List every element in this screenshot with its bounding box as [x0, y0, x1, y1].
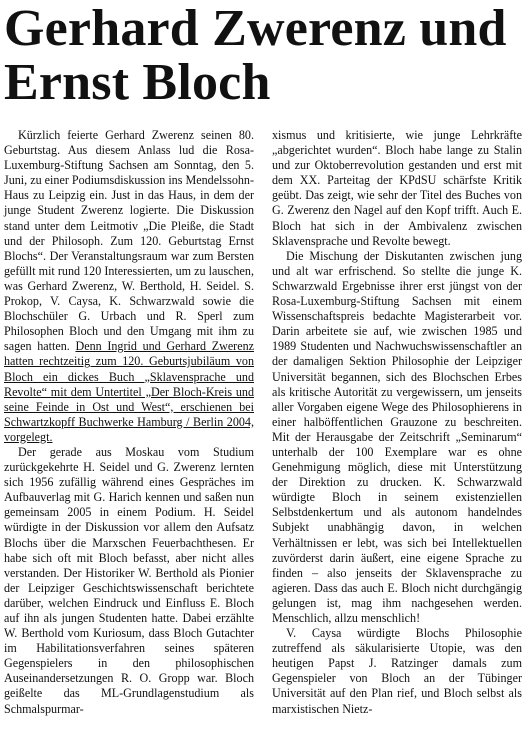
article-column-left	[4, 128, 254, 717]
paragraph-schwarzwald: Die Mischung der Diskutanten zwischen jung und alt war erfrischend. So stellte die junge K. Schwarzwald Ergebnisse ihrer erst jüngst von der Rosa-Luxemburg-Stiftung Sachsen mit einem Wissenschaftspreis bedachte Magisterarbeit vor. Darin arbeitete sie auf, wie zwischen 1985 und 1989 Studenten und Nachwuchswissenschaftler an der damaligen Sektion Philosophie der Leipziger Universität begannen, sich des Blochschen Erbes als kritische Autorität zu vergewissern, um jenseits aller Vorgaben eigene Wege des Philosophierens in einer halböffentlichen Grauzone zu beschreiten. Mit der Herausgabe der Zeitschrift „Seminarum“ unterhalb der 100 Exemplare war es ohne Genehmigung möglich, diese mit Unterstützung der Direktion zu drucken. K. Schwarzwald würdigte Bloch in seinem existenziellen Selbstdenkertum und als autonom handelndes Subjekt unabhängig davon, in welchen Verhältnissen er lebt, was sich bei Intellektuellen zuvörderst darin äußert, eine eigene Sprache zu finden – also jenseits der Sklavensprache zu agieren. Dass das auch E. Bloch nicht durchgängig gelungen ist, mag ihm nachgesehen werden. Menschlich, allzu menschlich!	[272, 248, 522, 625]
paragraph-seidel: Der gerade aus Moskau vom Studium zurückgekehrte H. Seidel und G. Zwerenz lernten sich 1956 zufällig während eines Gespräches im Aufbauverlag mit G. Harich kennen und saßen nun gemeinsam 2005 in einem Podium. H. Seidel würdigte in der Diskussion vor allem den Aufsatz Blochs über die Marxschen Feuerbachthesen. Er habe sich oft mit Bloch befasst, aber nicht alles verstanden. Der Historiker W. Berthold als Pionier der Leipziger Geschichtswissenschaft berichtete darüber, welchen Eindruck und Einfluss E. Bloch auf ihn als jungen Studenten hatte. Dabei erzählte W. Berthold vom Kuriosum, dass Bloch Gutachter im Habilitationsverfahren seines späteren Gegenspielers in den philosophischen Auseinandersetzungen R. O. Gropp war. Bloch geißelte das ML-Grundlagenstudium als Schmalspurmar-	[4, 444, 254, 716]
article-column-right	[272, 128, 522, 717]
underlined-book-reference: Denn Ingrid und Gerhard Zwerenz hatten rechtzeitig zum 120. Geburtsjubiläum von Bloch ein dickes Buch „Sklavensprache und Revolte“ mit dem Untertitel „Der Bloch-Kreis und seine Feinde in Ost und West“, erschienen bei Schwartzkopff Buchwerke Hamburg / Berlin 2004, vorgelegt.	[4, 339, 254, 444]
article-headline: Gerhard Zwerenz und Ernst Bloch	[4, 0, 507, 111]
paragraph-intro-text: Kürzlich feierte Gerhard Zwerenz seinen 80. Geburtstag. Aus diesem Anlass lud die Rosa-Luxemburg-Stiftung Sachsen am Sonntag, den 5. Juni, zu einer Podiumsdiskussion ins Mendelssohn-Haus zu Leipzig ein. Just in das Haus, in dem der junge Student Zwerenz logierte. Die Diskussion stand unter dem Leitmotiv „Die Pleiße, die Stadt und der Philosoph. Zum 120. Geburtstag Ernst Blochs“. Der Veranstaltungsraum war zum Bersten gefüllt mit rund 120 Interessierten, um zu lauschen, was Gerhard Zwerenz, W. Berthold, H. Seidel. S. Prokop, V. Caysa, K. Schwarzwald sowie die Blochschüler G. Urbach und R. Sperl zum Philosophen Bloch und den Umgang mit ihm zu sagen hatten.	[4, 128, 254, 354]
paragraph-continuation: xismus und kritisierte, wie junge Lehrkräfte „abgerichtet wurden“. Bloch habe lange zu Stalin und zur Oktoberrevolution gestanden und erst mit dem XX. Parteitag der KPdSU schärfste Kritik geübt. Das zeigt, wie sehr der Titel des Buches von G. Zwerenz den Nagel auf den Kopf trifft. Auch E. Bloch hat sich in der Ambivalenz zwischen Sklavensprache und Revolte bewegt.	[272, 128, 522, 248]
paragraph-intro	[4, 128, 254, 445]
paragraph-caysa: V. Caysa würdigte Blochs Philosophie zutreffend als säkularisierte Utopie, was den heutigen Papst J. Ratzinger damals zum Gegenspieler von Bloch an der Tübinger Universität auf den Plan rief, und Bloch selbst als marxistischen Nietz-	[272, 626, 522, 716]
